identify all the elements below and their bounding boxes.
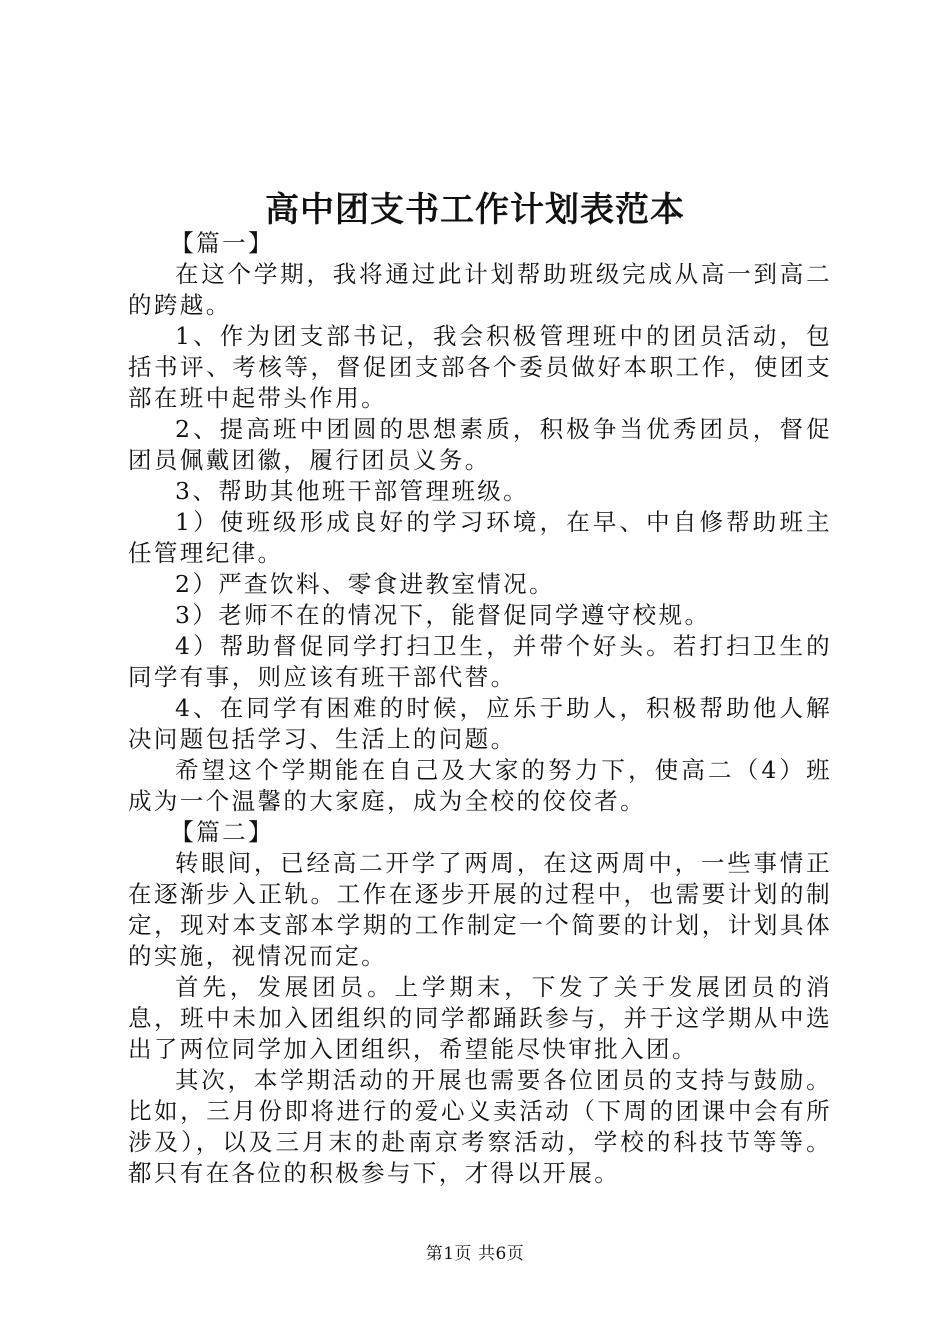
- paragraph: 2）严查饮料、零食进教室情况。: [175, 570, 555, 598]
- paragraph: 其次，本学期活动的开展也需要各位团员的支持与鼓励。比如，三月份即将进行的爱心义卖活动（下周的团课中会有所涉及），以及三月末的赴南京考察活动，学校的科技节等等。都只有在各位的积极参与下，才得以开展。: [128, 1066, 832, 1187]
- paragraph: 3）老师不在的情况下，能督促同学遵守校规。: [175, 601, 711, 629]
- paragraph: 4）帮助督促同学打扫卫生，并带个好头。若打扫卫生的同学有事，则应该有班干部代替。: [128, 632, 832, 691]
- section-heading: 【篇一】: [170, 229, 274, 257]
- paragraph: 3、帮助其他班干部管理班级。: [175, 477, 530, 505]
- paragraph: 转眼间，已经高二开学了两周，在这两周中，一些事情正在逐渐步入正轨。工作在逐步开展的过程中，也需要计划的制定，现对本支部本学期的工作制定一个简要的计划，计划具体的实施，视情况而定。: [128, 849, 832, 970]
- paragraph: 1、作为团支部书记，我会积极管理班中的团员活动，包括书评、考核等，督促团支部各个委员做好本职工作，使团支部在班中起带头作用。: [128, 322, 832, 412]
- paragraph: 4、在同学有困难的时候，应乐于助人，积极帮助他人解决问题包括学习、生活上的问题。: [128, 694, 832, 753]
- document-title: 高中团支书工作计划表范本: [265, 190, 685, 230]
- paragraph: 在这个学期，我将通过此计划帮助班级完成从高一到高二的跨越。: [128, 260, 832, 319]
- paragraph: 希望这个学期能在自己及大家的努力下，使高二（4）班成为一个温馨的大家庭，成为全校的佼佼者。: [128, 756, 832, 815]
- page-footer: 第1页 共6页: [425, 1244, 525, 1264]
- paragraph: 1）使班级形成良好的学习环境，在早、中自修帮助班主任管理纪律。: [128, 508, 832, 567]
- document-body: [128, 228, 832, 1189]
- paragraph: 首先，发展团员。上学期末，下发了关于发展团员的消息，班中未加入团组织的同学都踊跃参与，并于这学期从中选出了两位同学加入团组织，希望能尽快审批入团。: [128, 973, 832, 1063]
- section-heading: 【篇二】: [170, 818, 274, 846]
- paragraph: 2、提高班中团圆的思想素质，积极争当优秀团员，督促团员佩戴团徽，履行团员义务。: [128, 415, 832, 474]
